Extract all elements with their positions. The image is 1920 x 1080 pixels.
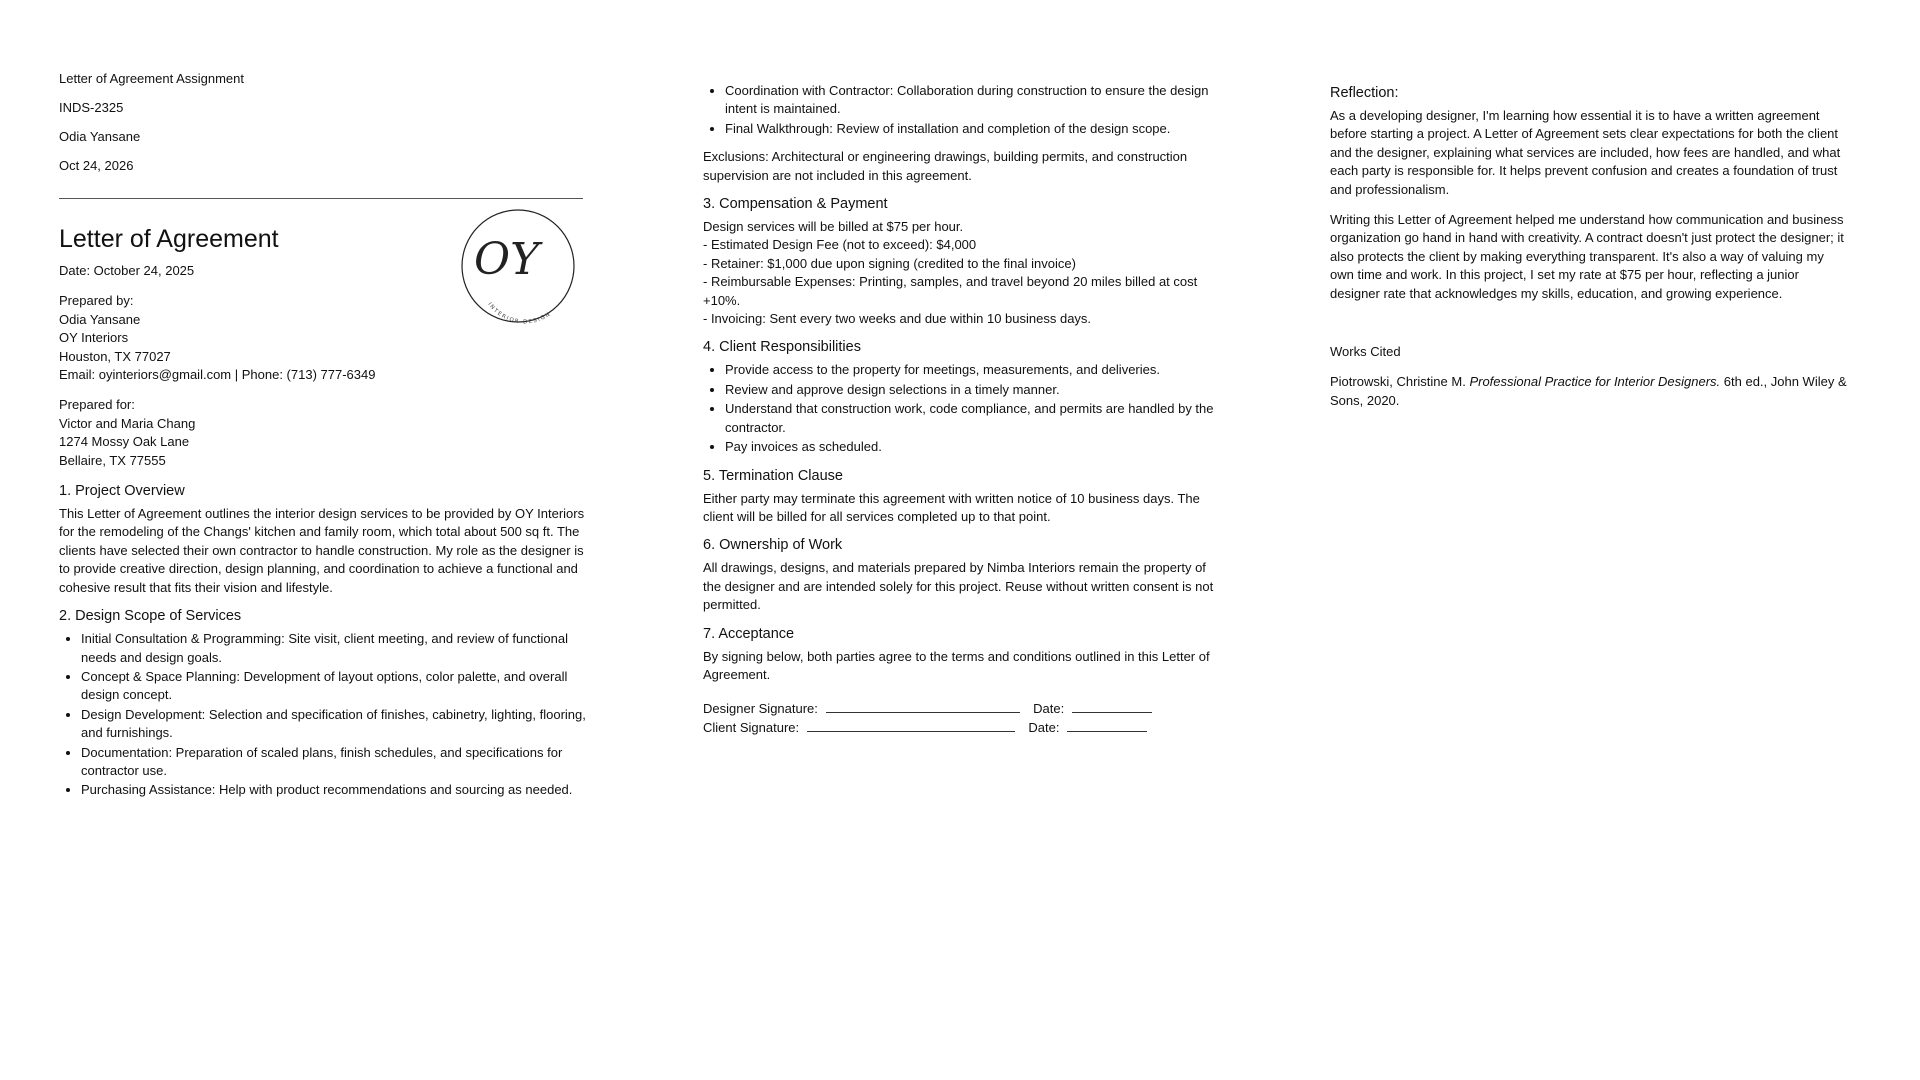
section-heading: 5. Termination Clause bbox=[703, 467, 843, 484]
section-heading: 4. Client Responsibilities bbox=[703, 339, 861, 356]
citation-title: Professional Practice for Interior Designers. bbox=[1469, 374, 1721, 390]
letter-body-col1 bbox=[59, 262, 589, 810]
date-label: Date: bbox=[1028, 719, 1060, 735]
prepared-for-line: 1274 Mossy Oak Lane bbox=[59, 434, 190, 450]
list-item: • Documentation: Preparation of scaled plans, finish schedules, and specifications for contractor use. bbox=[81, 744, 589, 781]
student-name: Odia Yansane bbox=[59, 129, 141, 144]
prepared-for-label: Prepared for: bbox=[59, 397, 135, 413]
header-divider bbox=[59, 198, 583, 199]
prepared-for-line: Victor and Maria Chang bbox=[59, 415, 196, 431]
termination-text: Either party may terminate this agreement with written notice of 10 business days. The client will be billed for all services completed up to that point. bbox=[703, 490, 1200, 524]
letter-title: Letter of Agreement bbox=[59, 225, 279, 253]
citation-author: Piotrowski, Christine M. bbox=[1330, 374, 1466, 390]
works-cited-heading: Works Cited bbox=[1330, 344, 1401, 360]
section-heading: 7. Acceptance bbox=[703, 625, 795, 642]
section-acceptance bbox=[703, 625, 1223, 738]
reflection-heading: Reflection: bbox=[1330, 85, 1399, 101]
letter-date: Date: October 24, 2025 bbox=[59, 263, 195, 278]
logo-monogram: OY bbox=[474, 234, 540, 285]
section-heading: 1. Project Overview bbox=[59, 483, 185, 500]
designer-signature-row bbox=[703, 700, 1223, 718]
client-date-line[interactable] bbox=[1067, 719, 1147, 732]
client-signature-line[interactable] bbox=[807, 719, 1015, 732]
section-client-responsibilities bbox=[703, 338, 1223, 456]
section-compensation bbox=[703, 195, 1223, 328]
client-signature-label: Client Signature: bbox=[703, 719, 800, 735]
list-item: • Purchasing Assistance: Help with product recommendations and sourcing as needed. bbox=[81, 781, 589, 799]
letter-body-col2 bbox=[703, 82, 1223, 747]
list-item: • Concept & Space Planning: Development of layout options, color palette, and overall design concept. bbox=[81, 668, 589, 705]
compensation-line: - Reimbursable Expenses: Printing, samples, and travel beyond 20 miles billed at cost +10%. bbox=[703, 274, 1198, 308]
prepared-for-line: Bellaire, TX 77555 bbox=[59, 452, 166, 468]
ownership-text: All drawings, designs, and materials prepared by Nimba Interiors remain the property of the designer and are intended solely for this project. Reuse without written consent is not permitted. bbox=[703, 560, 1214, 613]
designer-date-line[interactable] bbox=[1072, 700, 1152, 713]
date-label: Date: bbox=[1033, 701, 1065, 717]
assignment-title: Letter of Agreement Assignment bbox=[59, 71, 244, 86]
assignment-date: Oct 24, 2026 bbox=[59, 158, 134, 173]
list-item: • Pay invoices as scheduled. bbox=[725, 438, 1223, 456]
list-item: • Provide access to the property for meetings, measurements, and deliveries. bbox=[725, 361, 1223, 379]
citation-entry bbox=[1330, 373, 1850, 410]
designer-signature-label: Designer Signature: bbox=[703, 701, 818, 717]
list-item: • Review and approve design selections in a timely manner. bbox=[725, 381, 1223, 399]
compensation-line: Design services will be billed at $75 per hour. bbox=[703, 219, 964, 235]
compensation-line: - Invoicing: Sent every two weeks and due within 10 business days. bbox=[703, 311, 1092, 327]
acceptance-text: By signing below, both parties agree to the terms and conditions outlined in this Letter of Agreement. bbox=[703, 648, 1210, 682]
prepared-by-contact: Email: oyinteriors@gmail.com | Phone: (713) 777-6349 bbox=[59, 367, 376, 383]
list-item: • Initial Consultation & Programming: Site visit, client meeting, and review of functional needs and design goals. bbox=[81, 630, 589, 667]
assignment-header bbox=[59, 70, 244, 186]
reflection-column bbox=[1330, 84, 1850, 410]
logo-ring-text: INTERIOR DESIGN bbox=[486, 301, 553, 326]
responsibilities-list bbox=[703, 361, 1223, 456]
compensation-line: - Retainer: $1,000 due upon signing (credited to the final invoice) bbox=[703, 255, 1076, 271]
section-heading: 2. Design Scope of Services bbox=[59, 608, 242, 625]
prepared-by-line: OY Interiors bbox=[59, 330, 129, 346]
prepared-by-line: Houston, TX 77027 bbox=[59, 348, 171, 364]
reflection-paragraph: Writing this Letter of Agreement helped me understand how communication and business organization go hand in hand with creativity. A contract doesn't just protect the designer; it also protects the client by making everything transparent. It's also a way of valuing my own time and work. In this project, I set my rate at $75 per hour, reflecting a junior designer rate that acknowledges my skills, education, and growing experience. bbox=[1330, 212, 1844, 301]
overview-text: This Letter of Agreement outlines the interior design services to be provided by OY Interiors for the remodeling of the Changs' kitchen and family room, which total about 500 sq ft. The clients have selected their own contractor to handle construction. My role as the designer is to provide creative direction, design planning, and coordination to achieve a functional and cohesive result that fits their vision and lifestyle. bbox=[59, 506, 585, 595]
section-heading: 3. Compensation & Payment bbox=[703, 196, 888, 213]
list-item: • Understand that construction work, code compliance, and permits are handled by the contractor. bbox=[725, 400, 1223, 437]
prepared-by-line: Odia Yansane bbox=[59, 311, 141, 327]
list-item: • Design Development: Selection and specification of finishes, cabinetry, lighting, flooring, and furnishings. bbox=[81, 706, 589, 743]
section-termination bbox=[703, 467, 1223, 527]
client-signature-row bbox=[703, 719, 1223, 737]
reflection-paragraph: As a developing designer, I'm learning how essential it is to have a written agreement before starting a project. A Letter of Agreement sets clear expectations for both the client and the designer, explaining what services are included, how fees are handled, and what each party is responsible for. It helps prevent confusion and creates a foundation of trust and professionalism. bbox=[1330, 108, 1841, 197]
prepared-by-label: Prepared by: bbox=[59, 293, 134, 309]
scope-list bbox=[59, 630, 589, 800]
section-heading: 6. Ownership of Work bbox=[703, 537, 843, 554]
exclusions-text: Exclusions: Architectural or engineering drawings, building permits, and construction supervision are not included in this agreement. bbox=[703, 149, 1188, 183]
compensation-line: - Estimated Design Fee (not to exceed): $4,000 bbox=[703, 237, 977, 253]
course-code: INDS-2325 bbox=[59, 100, 124, 115]
scope-list-continued bbox=[703, 82, 1223, 138]
designer-signature-line[interactable] bbox=[826, 700, 1020, 713]
list-item: • Final Walkthrough: Review of installation and completion of the design scope. bbox=[725, 120, 1223, 138]
section-ownership bbox=[703, 536, 1223, 614]
list-item: • Coordination with Contractor: Collaboration during construction to ensure the design intent is maintained. bbox=[725, 82, 1223, 119]
section-project-overview bbox=[59, 482, 589, 597]
citation-publication: 6th ed., John Wiley & Sons, 2020. bbox=[1330, 374, 1847, 408]
section-design-scope bbox=[59, 607, 589, 800]
